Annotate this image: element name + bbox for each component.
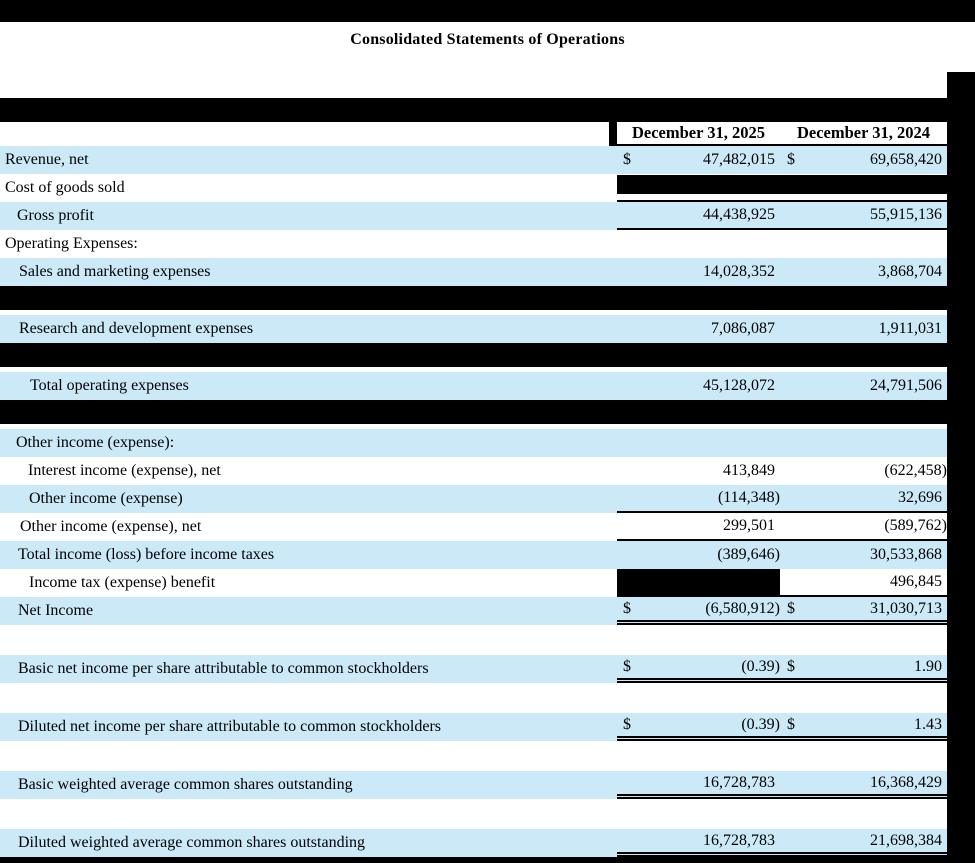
row-values — [617, 771, 947, 799]
value-2025 — [617, 541, 780, 569]
row-label: Other income (expense) — [29, 490, 183, 507]
amount: 299,501 — [723, 517, 775, 534]
table-row — [0, 457, 947, 485]
table-body — [0, 146, 947, 857]
row-label: Operating Expenses: — [5, 235, 138, 252]
value-2024 — [780, 146, 947, 174]
row-values — [617, 202, 947, 230]
dollar-sign: $ — [623, 151, 631, 168]
dollar-sign: $ — [787, 657, 795, 675]
value-2025 — [617, 230, 780, 258]
row-label: Net Income — [18, 602, 94, 619]
row-label: Diluted weighted average common shares outstanding — [18, 834, 366, 851]
amount: 31,030,713 — [870, 599, 942, 617]
table-row — [0, 258, 947, 286]
row-label: Income tax (expense) benefit — [29, 574, 216, 591]
table-row — [0, 315, 947, 343]
amount: (389,646) — [717, 546, 780, 563]
amount: 69,658,420 — [870, 151, 942, 168]
value-2024 — [780, 315, 947, 343]
row-values — [617, 713, 947, 741]
value-2024 — [780, 258, 947, 286]
dollar-sign: $ — [623, 599, 631, 617]
table-row — [0, 429, 947, 457]
value-2024 — [780, 230, 947, 258]
redaction-bar — [0, 400, 947, 424]
value-2025 — [617, 597, 780, 620]
row-label: Revenue, net — [5, 151, 89, 168]
value-2025 — [617, 829, 780, 852]
dollar-sign: $ — [787, 599, 795, 617]
table-row — [0, 771, 947, 799]
dollar-sign: $ — [787, 715, 795, 733]
amount: 47,482,015 — [703, 151, 775, 168]
spacer-row — [0, 799, 947, 829]
amount: 496,845 — [890, 573, 942, 590]
redaction-bar — [0, 286, 947, 310]
value-2024 — [780, 569, 947, 595]
value-2025 — [617, 429, 780, 457]
row-label: Total operating expenses — [30, 377, 189, 394]
value-2024 — [780, 541, 947, 569]
row-values — [617, 513, 947, 541]
table-row — [0, 513, 947, 541]
row-label: Research and development expenses — [19, 320, 254, 337]
value-2024 — [780, 655, 947, 678]
redacted-row — [0, 286, 947, 315]
table-row — [0, 541, 947, 569]
statement-table — [0, 122, 947, 857]
amount: (0.39) — [741, 657, 780, 675]
table-row — [0, 174, 947, 202]
amount: (622,458) — [884, 462, 947, 479]
row-values — [617, 541, 947, 569]
amount: 45,128,072 — [703, 377, 775, 394]
row-label: Sales and marketing expenses — [19, 263, 211, 280]
amount: (114,348) — [717, 489, 780, 506]
dollar-sign: $ — [623, 657, 631, 675]
row-label: Basic weighted average common shares outstanding — [18, 776, 353, 793]
value-2025 — [617, 655, 780, 678]
amount: 1,911,031 — [878, 320, 942, 337]
amount: (589,762) — [884, 517, 947, 534]
amount: 24,791,506 — [870, 377, 942, 394]
value-2025 — [617, 372, 780, 400]
row-values — [617, 655, 947, 683]
row-label: Other income (expense): — [16, 434, 175, 451]
amount: (6,580,912) — [705, 599, 780, 617]
row-label: Cost of goods sold — [5, 179, 125, 196]
value-2025 — [617, 258, 780, 286]
row-label: Gross profit — [17, 207, 94, 224]
table-row — [0, 655, 947, 683]
table-row — [0, 829, 947, 857]
spacer-row — [0, 683, 947, 713]
row-values — [617, 372, 947, 400]
amount: 55,915,136 — [870, 206, 942, 223]
header-value-columns — [617, 122, 947, 146]
redacted-row — [0, 343, 947, 372]
value-2025 — [617, 771, 780, 794]
amount: 16,728,783 — [703, 831, 775, 849]
row-values — [617, 230, 947, 258]
redaction-bar — [617, 175, 947, 194]
redaction-bar — [617, 569, 780, 595]
table-row — [0, 485, 947, 513]
value-2025 — [617, 485, 780, 511]
table-row — [0, 202, 947, 230]
amount: 21,698,384 — [870, 831, 942, 849]
amount: 7,086,087 — [711, 320, 775, 337]
row-values — [617, 569, 947, 597]
value-2024 — [780, 429, 947, 457]
value-2024 — [780, 597, 947, 620]
divider-redaction-bar — [0, 98, 975, 122]
table-row — [0, 230, 947, 258]
amount: (0.39) — [741, 715, 780, 733]
amount: 1.43 — [914, 715, 942, 733]
amount: 14,028,352 — [703, 263, 775, 280]
page-title: Consolidated Statements of Operations — [350, 31, 625, 48]
amount: 16,728,783 — [703, 773, 775, 791]
table-row — [0, 597, 947, 625]
amount: 16,368,429 — [870, 773, 942, 791]
amount: 413,849 — [723, 462, 775, 479]
table-row — [0, 372, 947, 400]
amount: 30,533,868 — [870, 546, 942, 563]
value-2025 — [617, 457, 780, 485]
table-row — [0, 713, 947, 741]
value-2024 — [780, 771, 947, 794]
value-2024 — [780, 485, 947, 511]
row-label: Interest income (expense), net — [28, 462, 221, 479]
amount: 3,868,704 — [878, 263, 942, 280]
value-2025 — [617, 513, 780, 539]
value-2024 — [780, 372, 947, 400]
row-values — [617, 315, 947, 343]
row-label: Other income (expense), net — [20, 518, 202, 535]
row-values — [617, 174, 947, 202]
row-label: Diluted net income per share attributable to common stockholders — [18, 718, 441, 735]
row-values — [617, 457, 947, 485]
value-2024 — [780, 713, 947, 736]
row-label: Basic net income per share attributable to common stockholders — [18, 660, 429, 677]
value-2025 — [617, 202, 780, 228]
value-2024 — [780, 829, 947, 852]
header-redaction-mark — [609, 122, 617, 146]
redaction-bar — [0, 343, 947, 367]
row-values — [617, 597, 947, 625]
amount: 32,696 — [898, 489, 942, 506]
dollar-sign: $ — [623, 715, 631, 733]
amount: 1.90 — [914, 657, 942, 675]
value-2024 — [780, 513, 947, 539]
header-empty-cell — [0, 122, 609, 146]
row-label: Total income (loss) before income taxes — [18, 546, 275, 563]
table-row — [0, 146, 947, 174]
value-2025 — [617, 146, 780, 174]
value-2024 — [780, 457, 947, 485]
row-values — [617, 146, 947, 174]
column-header-2025: December 31, 2025 — [631, 123, 766, 142]
title-band — [0, 22, 975, 98]
column-header-2024: December 31, 2024 — [796, 123, 931, 142]
row-values — [617, 258, 947, 286]
value-2024 — [780, 202, 947, 228]
row-values — [617, 485, 947, 513]
row-values — [617, 429, 947, 457]
value-2025 — [617, 713, 780, 736]
amount: 44,438,925 — [703, 206, 775, 223]
dollar-sign: $ — [787, 151, 795, 168]
redacted-row — [0, 400, 947, 429]
corner-redaction-block — [947, 72, 975, 98]
spacer-row — [0, 625, 947, 655]
spacer-row — [0, 741, 947, 771]
table-header-row — [0, 122, 947, 146]
row-values — [617, 829, 947, 857]
table-row — [0, 569, 947, 597]
value-2025 — [617, 315, 780, 343]
top-redaction-bar — [0, 0, 975, 22]
